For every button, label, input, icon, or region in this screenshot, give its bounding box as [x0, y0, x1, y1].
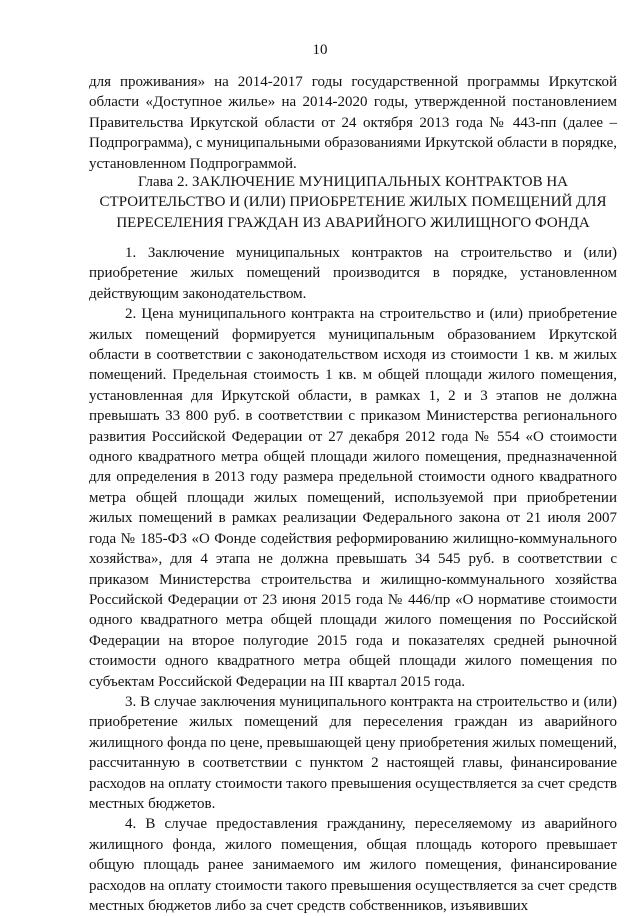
paragraph-4: 4. В случае предоставления гражданину, переселяемому из аварийного жилищного фонда, жилого помещения, общая площадь которого превышает общую площадь ранее занимаемого им жилого помещения, финансирование расходов на оплату стоимости такого превышения осуществляется за счет средств местных бюджетов либо за счет средств собственников, изъявивших — [89, 816, 617, 914]
paragraph-2: 2. Цена муниципального контракта на строительство и (или) приобретение жилых помещений формируется муниципальным образованием Иркутской области в соответствии с законодательством исходя из стоимости 1 кв. м жилых помещений. Предельная стоимость 1 кв. м общей площади жилого помещения, установленная для Иркутской области, в рамках 1, 2 и 3 этапов не должна превышать 33 800 руб. в соответствии с приказом Министерства регионального развития Российской Федерации от 27 декабря 2012 года № 554 «О стоимости одного квадратного метра общей площади жилого помещения, предназначенной для определения в 2013 году размера предельной стоимости одного квадратного метра общей площади жилых помещений, используемой при приобретении жилых помещений в рамках реализации Федерального закона от 21 июля 2007 года № 185-ФЗ «О Фонде содействия реформированию жилищно-коммунального хозяйства», для 4 этапа не должна превышать 34 545 руб. в соответствии с приказом Министерства строительства и жилищно-коммунального хозяйства Российской Федерации от 23 июня 2015 года № 446/пр «О нормативе стоимости одного квадратного метра общей площади жилого помещения по Российской Федерации на второе полугодие 2015 года и показателях средней рыночной стоимости одного квадратного метра общей площади жилого помещения по субъектам Российской Федерации на III квартал 2015 года. — [89, 306, 617, 690]
paragraph-1: 1. Заключение муниципальных контрактов на строительство и (или) приобретение жилых помещений производится в порядке, установленном действующим законодательством. — [89, 245, 617, 302]
chapter-title-line-2: СТРОИТЕЛЬСТВО И (ИЛИ) ПРИОБРЕТЕНИЕ ЖИЛЫХ ПОМЕЩЕНИЙ ДЛЯ — [99, 194, 607, 211]
chapter-heading — [89, 172, 617, 233]
paragraph-3: 3. В случае заключения муниципального контракта на строительство и (или) приобретение жилых помещений для переселения граждан из аварийного жилищного фонда по цене, превышающей цену приобретения жилых помещений, рассчитанную в соответствии с пунктом 2 настоящей главы, финансирование расходов на оплату стоимости такого превышения осуществляется за счет средств местных бюджетов. — [89, 693, 617, 812]
page-number: 10 — [312, 42, 328, 58]
intro-paragraph: для проживания» на 2014-2017 годы государственной программы Иркутской области «Доступное жилье» на 2014-2020 годы, утвержденной постановлением Правительства Иркутской области от 24 октября 2013 года № 443-пп (далее – Подпрограмма), с муниципальными образованиями Иркутской области в порядке, установленном Подпрограммой. — [89, 74, 617, 172]
chapter-body — [89, 243, 617, 916]
chapter-title-line-1: Глава 2. ЗАКЛЮЧЕНИЕ МУНИЦИПАЛЬНЫХ КОНТРАКТОВ НА — [137, 174, 568, 190]
chapter-title-line-3: ПЕРЕСЕЛЕНИЯ ГРАЖДАН ИЗ АВАРИЙНОГО ЖИЛИЩНОГО ФОНДА — [116, 214, 590, 231]
